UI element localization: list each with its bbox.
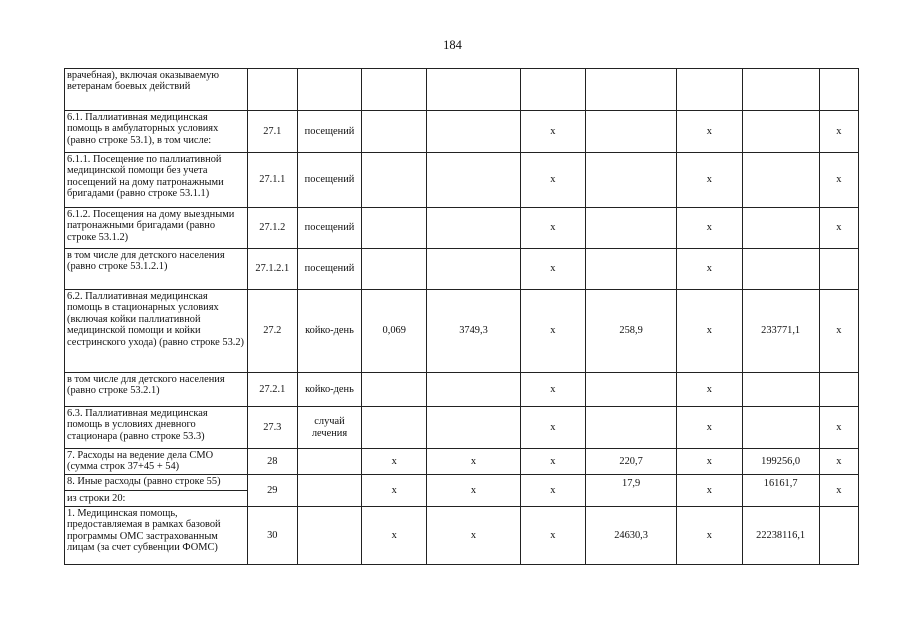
row-value-c5: x — [677, 153, 742, 208]
row-description: 7. Расходы на ведение дела СМО (сумма строк 37+45 + 54) — [65, 449, 248, 475]
row-value-c5: x — [677, 407, 742, 449]
row-value-c4 — [585, 208, 676, 249]
table-row — [65, 153, 859, 208]
row-code: 28 — [247, 449, 297, 475]
row-value-c7: x — [819, 475, 858, 507]
row-value-c3: x — [520, 507, 585, 565]
row-value-c2 — [427, 111, 520, 153]
row-unit: посещений — [297, 249, 361, 290]
row-value-c1: x — [362, 475, 427, 507]
row-description: 6.2. Паллиативная медицинская помощь в стационарных условиях (включая койки паллиативной медицинской помощи и койки сестринского ухода) (равно строке 53.2) — [65, 290, 248, 373]
row-value-c2 — [427, 407, 520, 449]
row-value-c3: x — [520, 290, 585, 373]
row-unit — [297, 475, 361, 507]
row-description: 6.1.2. Посещения на дому выездными патронажными бригадами (равно строке 53.1.2) — [65, 208, 248, 249]
table-row — [65, 449, 859, 475]
row-value-c6: 22238116,1 — [742, 507, 819, 565]
row-value-c4: 24630,3 — [585, 507, 676, 565]
row-value-c7: x — [819, 153, 858, 208]
row-code: 27.1.2 — [247, 208, 297, 249]
row-value-c3: x — [520, 475, 585, 507]
row-value-c4: 258,9 — [585, 290, 676, 373]
row-value-c6: 233771,1 — [742, 290, 819, 373]
row-value-c4 — [585, 69, 676, 111]
row-description: 8. Иные расходы (равно строке 55) — [65, 475, 248, 491]
table-row — [65, 208, 859, 249]
row-value-c3: x — [520, 208, 585, 249]
row-value-c2 — [427, 373, 520, 407]
row-value-c5: x — [677, 507, 742, 565]
row-code: 27.2 — [247, 290, 297, 373]
row-value-c5: x — [677, 290, 742, 373]
row-value-c7: x — [819, 208, 858, 249]
row-value-c2 — [427, 153, 520, 208]
row-unit: койко-день — [297, 290, 361, 373]
row-value-c2 — [427, 69, 520, 111]
row-value-c4 — [585, 249, 676, 290]
row-code: 27.1 — [247, 111, 297, 153]
row-code: 27.3 — [247, 407, 297, 449]
row-value-c1 — [362, 111, 427, 153]
table-row — [65, 475, 859, 491]
row-value-c3: x — [520, 407, 585, 449]
row-value-c4 — [585, 373, 676, 407]
row-value-c2: x — [427, 449, 520, 475]
row-description: 6.1. Паллиативная медицинская помощь в амбулаторных условиях (равно строке 53.1), в том числе: — [65, 111, 248, 153]
row-value-c3: x — [520, 449, 585, 475]
row-description: врачебная), включая оказываемую ветеранам боевых действий — [65, 69, 248, 111]
row-value-c3: x — [520, 373, 585, 407]
row-value-c7 — [819, 373, 858, 407]
row-value-c1 — [362, 69, 427, 111]
row-description: из строки 20: — [65, 491, 248, 507]
row-unit: посещений — [297, 111, 361, 153]
row-value-c6 — [742, 153, 819, 208]
row-value-c1: x — [362, 449, 427, 475]
row-value-c5: x — [677, 208, 742, 249]
row-value-c6 — [742, 249, 819, 290]
row-description: в том числе для детского населения (равно строке 53.2.1) — [65, 373, 248, 407]
row-value-c4: 220,7 — [585, 449, 676, 475]
row-value-c7: x — [819, 290, 858, 373]
row-value-c2: x — [427, 475, 520, 507]
row-value-c1: x — [362, 507, 427, 565]
row-value-c1 — [362, 249, 427, 290]
row-unit: посещений — [297, 208, 361, 249]
row-value-c7 — [819, 249, 858, 290]
row-value-c5: x — [677, 475, 742, 507]
row-value-c7: x — [819, 111, 858, 153]
row-value-c4 — [585, 153, 676, 208]
table-row — [65, 507, 859, 565]
row-description: 6.1.1. Посещение по паллиативной медицинской помощи без учета посещений на дому патронажными бригадами (равно строке 53.1.1) — [65, 153, 248, 208]
data-table — [64, 68, 859, 565]
row-value-c2 — [427, 249, 520, 290]
row-value-c5: x — [677, 111, 742, 153]
row-unit — [297, 449, 361, 475]
table-row — [65, 407, 859, 449]
row-value-c7 — [819, 69, 858, 111]
row-description: в том числе для детского населения (равно строке 53.1.2.1) — [65, 249, 248, 290]
row-value-c6: 16161,7 — [742, 475, 819, 507]
row-description: 6.3. Паллиативная медицинская помощь в условиях дневного стационара (равно строке 53.3) — [65, 407, 248, 449]
row-code: 27.1.1 — [247, 153, 297, 208]
row-value-c6 — [742, 407, 819, 449]
row-unit — [297, 507, 361, 565]
row-value-c6 — [742, 111, 819, 153]
row-value-c6: 199256,0 — [742, 449, 819, 475]
row-value-c3 — [520, 69, 585, 111]
row-value-c1: 0,069 — [362, 290, 427, 373]
row-unit: койко-день — [297, 373, 361, 407]
table-row — [65, 249, 859, 290]
table-row — [65, 69, 859, 111]
table-row — [65, 373, 859, 407]
row-value-c3: x — [520, 249, 585, 290]
row-value-c4 — [585, 407, 676, 449]
page-number: 184 — [443, 38, 462, 52]
row-unit — [297, 69, 361, 111]
row-value-c2 — [427, 208, 520, 249]
row-value-c3: x — [520, 153, 585, 208]
row-value-c1 — [362, 208, 427, 249]
row-unit: случай лечения — [297, 407, 361, 449]
row-value-c2: 3749,3 — [427, 290, 520, 373]
row-value-c3: x — [520, 111, 585, 153]
row-value-c5: x — [677, 249, 742, 290]
row-code — [247, 69, 297, 111]
row-value-c5: x — [677, 373, 742, 407]
row-value-c2: x — [427, 507, 520, 565]
row-value-c7 — [819, 507, 858, 565]
row-value-c4 — [585, 111, 676, 153]
row-unit: посещений — [297, 153, 361, 208]
row-code: 27.1.2.1 — [247, 249, 297, 290]
row-value-c6 — [742, 208, 819, 249]
row-code: 29 — [247, 475, 297, 507]
row-value-c6 — [742, 69, 819, 111]
row-value-c1 — [362, 373, 427, 407]
row-value-c4: 17,9 — [585, 475, 676, 507]
row-value-c1 — [362, 153, 427, 208]
row-code: 30 — [247, 507, 297, 565]
row-value-c5: x — [677, 449, 742, 475]
row-value-c1 — [362, 407, 427, 449]
row-value-c5 — [677, 69, 742, 111]
row-value-c6 — [742, 373, 819, 407]
table-row — [65, 111, 859, 153]
row-value-c7: x — [819, 449, 858, 475]
row-code: 27.2.1 — [247, 373, 297, 407]
row-description: 1. Медицинская помощь, предоставляемая в рамках базовой программы ОМС застрахованным лицам (за счет субвенции ФОМС) — [65, 507, 248, 565]
table-row — [65, 290, 859, 373]
row-value-c7: x — [819, 407, 858, 449]
